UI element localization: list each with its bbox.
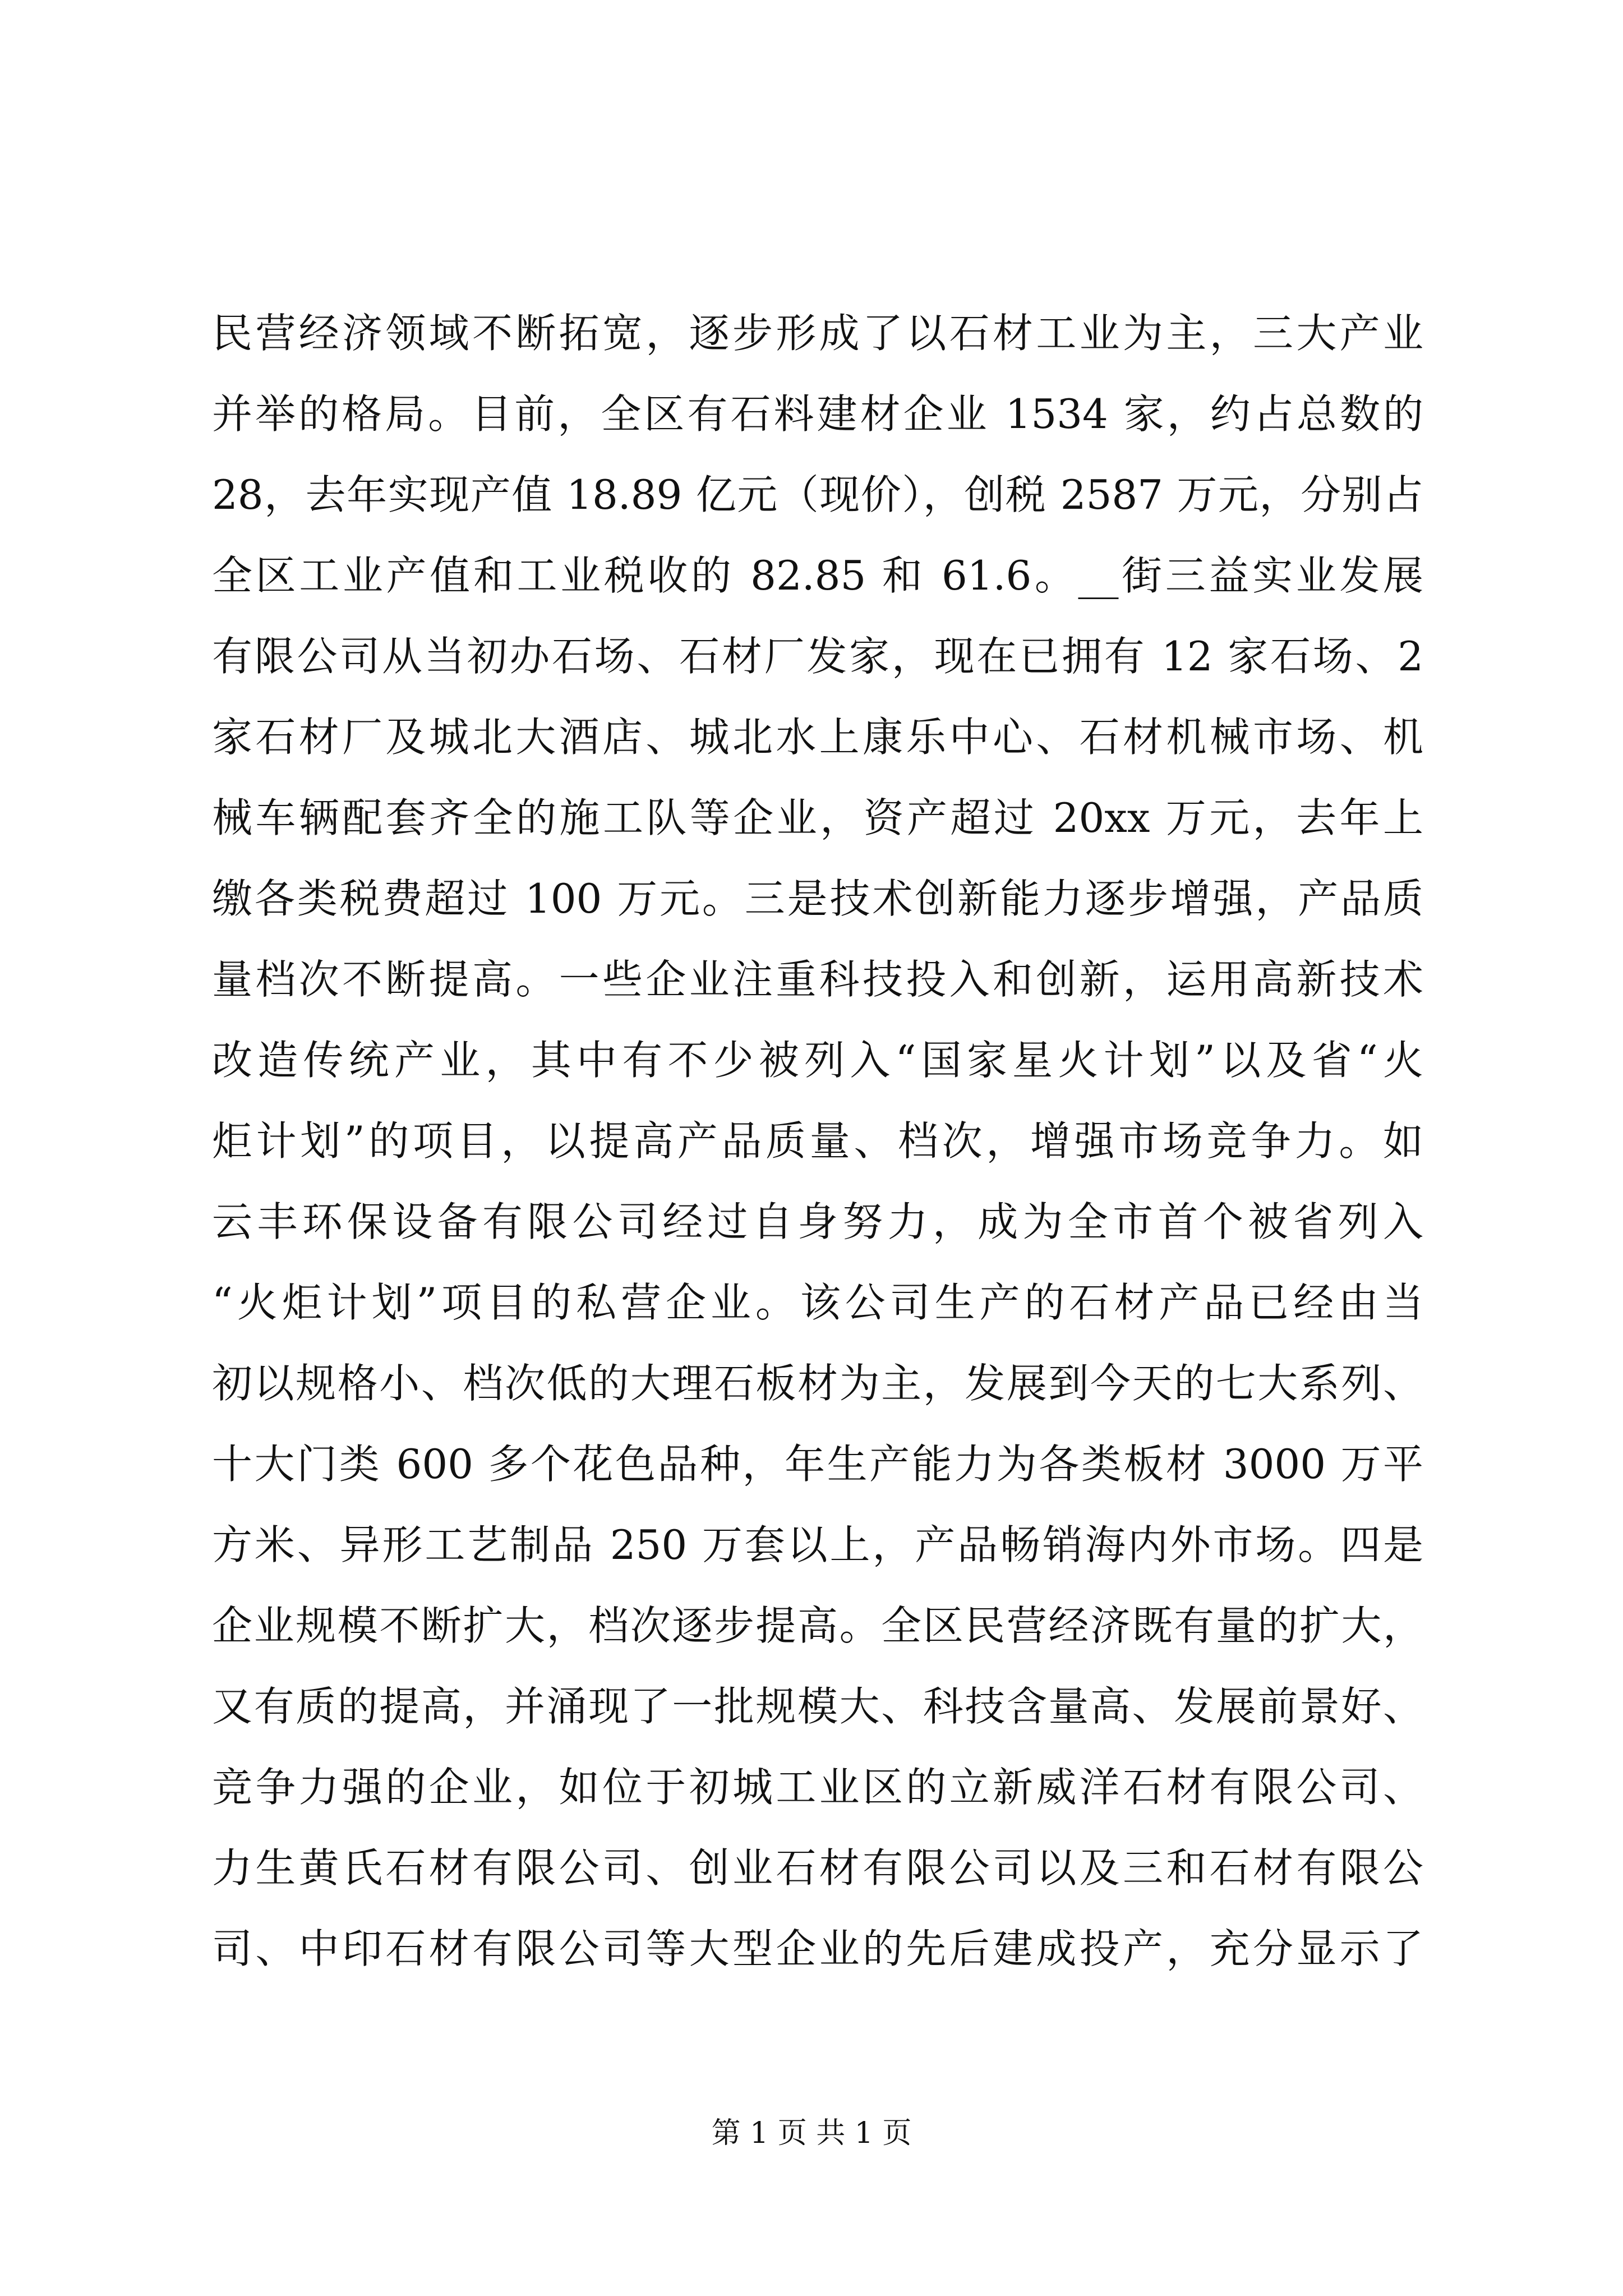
text-line-21: 司、中印石材有限公司等大型企业的先后建成投产，充分显示了 <box>212 1925 1423 1972</box>
text-line-2: 并举的格局。目前，全区有石料建材企业 1534 家，约占总数的 <box>212 390 1423 438</box>
text-line-19: 竞争力强的企业，如位于初城工业区的立新威洋石材有限公司、 <box>212 1764 1423 1811</box>
text-line-6: 家石材厂及城北大酒店、城北水上康乐中心、石材机械市场、机 <box>212 714 1423 761</box>
text-line-14: 初以规格小、档次低的大理石板材为主，发展到今天的七大系列、 <box>212 1360 1423 1407</box>
text-line-10: 改造传统产业，其中有不少被列入“国家星火计划”以及省“火 <box>212 1037 1423 1084</box>
text-line-13: “火炬计划”项目的私营企业。该公司生产的石材产品已经由当 <box>212 1279 1423 1326</box>
text-line-7: 械车辆配套齐全的施工队等企业，资产超过 20xx 万元，去年上 <box>212 794 1423 841</box>
text-line-12: 云丰环保设备有限公司经过自身努力，成为全市首个被省列入 <box>212 1198 1423 1245</box>
page-footer: 第 1 页 共 1 页 <box>711 2116 912 2150</box>
body-paragraph <box>212 293 1423 1989</box>
text-line-4: 全区工业产值和工业税收的 82.85 和 61.6。__街三益实业发展 <box>212 552 1423 599</box>
text-line-11: 炬计划”的项目，以提高产品质量、档次，增强市场竞争力。如 <box>212 1117 1423 1165</box>
text-line-8: 缴各类税费超过 100 万元。三是技术创新能力逐步增强，产品质 <box>212 875 1423 922</box>
text-line-1: 民营经济领域不断拓宽，逐步形成了以石材工业为主，三大产业 <box>212 310 1423 357</box>
text-line-18: 又有质的提高，并涌现了一批规模大、科技含量高、发展前景好、 <box>212 1683 1423 1730</box>
text-line-17: 企业规模不断扩大，档次逐步提高。全区民营经济既有量的扩大， <box>212 1602 1423 1649</box>
text-line-20: 力生黄氏石材有限公司、创业石材有限公司以及三和石材有限公 <box>212 1844 1423 1892</box>
text-line-3: 28，去年实现产值 18.89 亿元（现价），创税 2587 万元，分别占 <box>212 471 1423 518</box>
text-line-5: 有限公司从当初办石场、石材厂发家，现在已拥有 12 家石场、2 <box>212 633 1423 680</box>
text-line-15: 十大门类 600 多个花色品种，年生产能力为各类板材 3000 万平 <box>212 1441 1423 1488</box>
text-line-16: 方米、异形工艺制品 250 万套以上，产品畅销海内外市场。四是 <box>212 1521 1423 1568</box>
text-line-9: 量档次不断提高。一些企业注重科技投入和创新，运用高新技术 <box>212 956 1423 1003</box>
